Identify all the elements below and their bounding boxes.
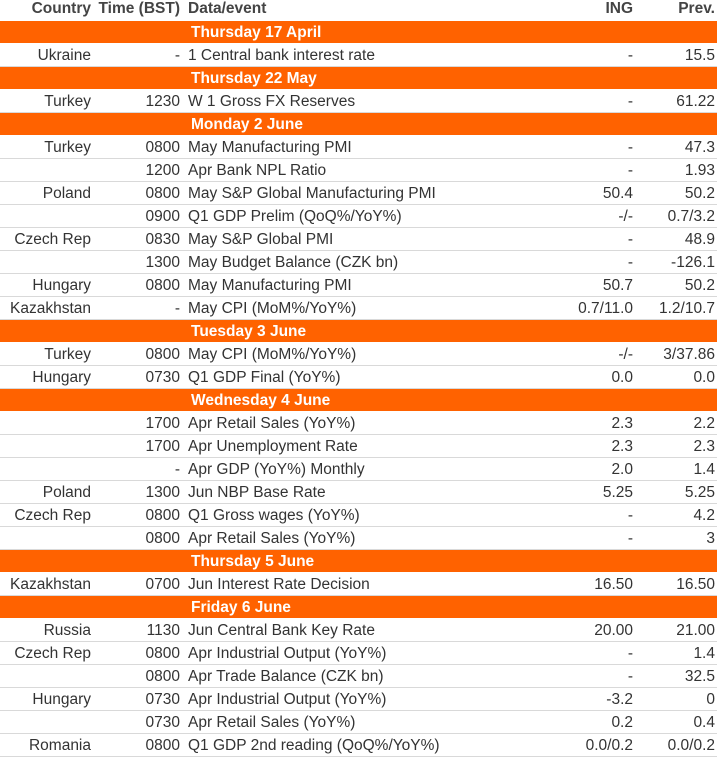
event-cell: Apr Retail Sales (YoY%) xyxy=(186,412,533,435)
prev-cell: 1.93 xyxy=(637,159,717,182)
date-header-row xyxy=(0,67,717,90)
date-header-row xyxy=(0,596,717,619)
prev-cell: 48.9 xyxy=(637,228,717,251)
event-cell: May Manufacturing PMI xyxy=(186,136,533,159)
time-cell: 0900 xyxy=(93,205,186,228)
header-prev: Prev. xyxy=(678,0,715,17)
event-cell: May Budget Balance (CZK bn) xyxy=(186,251,533,274)
date-header-row xyxy=(0,320,717,343)
ing-cell: 16.50 xyxy=(533,573,637,596)
country-cell xyxy=(0,711,93,734)
date-header: Friday 6 June xyxy=(0,596,717,619)
time-cell: 0800 xyxy=(93,343,186,366)
table-row xyxy=(0,182,717,205)
table-row xyxy=(0,205,717,228)
event-cell: May S&P Global PMI xyxy=(186,228,533,251)
table-header xyxy=(0,0,717,21)
prev-cell: 0.4 xyxy=(637,711,717,734)
prev-cell: 1.2/10.7 xyxy=(637,297,717,320)
date-header: Monday 2 June xyxy=(0,113,717,136)
ing-cell: - xyxy=(533,251,637,274)
prev-cell: 0.0/0.2 xyxy=(637,734,717,757)
prev-cell: 0.0 xyxy=(637,366,717,389)
table-row xyxy=(0,665,717,688)
event-cell: Q1 GDP Final (YoY%) xyxy=(186,366,533,389)
header-ing: ING xyxy=(605,0,633,17)
prev-cell: 50.2 xyxy=(637,274,717,297)
table-row xyxy=(0,297,717,320)
country-cell xyxy=(0,159,93,182)
country-cell: Turkey xyxy=(0,136,93,159)
country-cell: Ukraine xyxy=(0,44,93,67)
prev-cell: 5.25 xyxy=(637,481,717,504)
country-cell xyxy=(0,527,93,550)
table-row xyxy=(0,458,717,481)
prev-cell: 15.5 xyxy=(637,44,717,67)
event-cell: W 1 Gross FX Reserves xyxy=(186,90,533,113)
prev-cell: 47.3 xyxy=(637,136,717,159)
country-cell: Hungary xyxy=(0,366,93,389)
time-cell: 0730 xyxy=(93,366,186,389)
country-cell xyxy=(0,251,93,274)
event-cell: Jun NBP Base Rate xyxy=(186,481,533,504)
prev-cell: 3/37.86 xyxy=(637,343,717,366)
ing-cell: - xyxy=(533,228,637,251)
date-header: Tuesday 3 June xyxy=(0,320,717,343)
prev-cell: 3 xyxy=(637,527,717,550)
prev-cell: 4.2 xyxy=(637,504,717,527)
time-cell: 0800 xyxy=(93,642,186,665)
prev-cell: 50.2 xyxy=(637,182,717,205)
event-cell: Apr Industrial Output (YoY%) xyxy=(186,688,533,711)
event-cell: Q1 GDP Prelim (QoQ%/YoY%) xyxy=(186,205,533,228)
event-cell: Q1 Gross wages (YoY%) xyxy=(186,504,533,527)
time-cell: 0730 xyxy=(93,711,186,734)
table-row xyxy=(0,90,717,113)
header-country: Country xyxy=(31,0,91,17)
country-cell: Turkey xyxy=(0,343,93,366)
country-cell xyxy=(0,458,93,481)
time-cell: 0800 xyxy=(93,665,186,688)
event-cell: Apr Industrial Output (YoY%) xyxy=(186,642,533,665)
time-cell: 0730 xyxy=(93,688,186,711)
ing-cell: - xyxy=(533,136,637,159)
ing-cell: 0.0 xyxy=(533,366,637,389)
ing-cell: 50.7 xyxy=(533,274,637,297)
date-header: Thursday 17 April xyxy=(0,21,717,44)
table-row xyxy=(0,412,717,435)
event-cell: Apr Retail Sales (YoY%) xyxy=(186,527,533,550)
time-cell: 1700 xyxy=(93,435,186,458)
ing-cell: 2.3 xyxy=(533,412,637,435)
event-cell: Apr Bank NPL Ratio xyxy=(186,159,533,182)
ing-cell: - xyxy=(533,159,637,182)
country-cell xyxy=(0,665,93,688)
date-header-row xyxy=(0,21,717,44)
country-cell: Romania xyxy=(0,734,93,757)
table-row xyxy=(0,688,717,711)
country-cell xyxy=(0,435,93,458)
prev-cell: 2.2 xyxy=(637,412,717,435)
header-time: Time (BST) xyxy=(98,0,180,17)
event-cell: May S&P Global Manufacturing PMI xyxy=(186,182,533,205)
table-row xyxy=(0,481,717,504)
prev-cell: 32.5 xyxy=(637,665,717,688)
table-row xyxy=(0,44,717,67)
ing-cell: 20.00 xyxy=(533,619,637,642)
table-row xyxy=(0,711,717,734)
country-cell: Kazakhstan xyxy=(0,573,93,596)
event-cell: 1 Central bank interest rate xyxy=(186,44,533,67)
ing-cell: - xyxy=(533,504,637,527)
time-cell: 0800 xyxy=(93,182,186,205)
time-cell: 0800 xyxy=(93,527,186,550)
table-row xyxy=(0,573,717,596)
event-cell: Apr Retail Sales (YoY%) xyxy=(186,711,533,734)
table-row xyxy=(0,366,717,389)
country-cell: Czech Rep xyxy=(0,642,93,665)
time-cell: 0800 xyxy=(93,734,186,757)
table-row xyxy=(0,435,717,458)
country-cell: Hungary xyxy=(0,688,93,711)
ing-cell: 0.7/11.0 xyxy=(533,297,637,320)
ing-cell: -/- xyxy=(533,205,637,228)
time-cell: 1300 xyxy=(93,481,186,504)
ing-cell: - xyxy=(533,44,637,67)
table-row xyxy=(0,251,717,274)
header-row xyxy=(0,0,717,21)
country-cell: Turkey xyxy=(0,90,93,113)
country-cell: Russia xyxy=(0,619,93,642)
event-cell: May CPI (MoM%/YoY%) xyxy=(186,343,533,366)
country-cell: Kazakhstan xyxy=(0,297,93,320)
date-header-row xyxy=(0,113,717,136)
date-header-row xyxy=(0,389,717,412)
event-cell: Apr Trade Balance (CZK bn) xyxy=(186,665,533,688)
time-cell: 1200 xyxy=(93,159,186,182)
ing-cell: 50.4 xyxy=(533,182,637,205)
country-cell: Czech Rep xyxy=(0,504,93,527)
header-event: Data/event xyxy=(188,0,267,17)
time-cell: 0800 xyxy=(93,136,186,159)
table-row xyxy=(0,527,717,550)
table-row xyxy=(0,274,717,297)
country-cell: Hungary xyxy=(0,274,93,297)
date-header: Thursday 22 May xyxy=(0,67,717,90)
prev-cell: 16.50 xyxy=(637,573,717,596)
table-row xyxy=(0,619,717,642)
ing-cell: - xyxy=(533,665,637,688)
table-row xyxy=(0,159,717,182)
prev-cell: 0 xyxy=(637,688,717,711)
ing-cell: - xyxy=(533,642,637,665)
time-cell: - xyxy=(93,44,186,67)
event-cell: Q1 GDP 2nd reading (QoQ%/YoY%) xyxy=(186,734,533,757)
prev-cell: -126.1 xyxy=(637,251,717,274)
ing-cell: 5.25 xyxy=(533,481,637,504)
table-row xyxy=(0,642,717,665)
event-cell: May Manufacturing PMI xyxy=(186,274,533,297)
ing-cell: 2.0 xyxy=(533,458,637,481)
table-row xyxy=(0,228,717,251)
prev-cell: 0.7/3.2 xyxy=(637,205,717,228)
date-header-row xyxy=(0,550,717,573)
table-body xyxy=(0,21,717,757)
event-cell: Jun Central Bank Key Rate xyxy=(186,619,533,642)
country-cell xyxy=(0,412,93,435)
ing-cell: 2.3 xyxy=(533,435,637,458)
ing-cell: -/- xyxy=(533,343,637,366)
time-cell: 0800 xyxy=(93,504,186,527)
table-row xyxy=(0,734,717,757)
event-cell: Apr GDP (YoY%) Monthly xyxy=(186,458,533,481)
time-cell: - xyxy=(93,458,186,481)
event-cell: May CPI (MoM%/YoY%) xyxy=(186,297,533,320)
time-cell: - xyxy=(93,297,186,320)
prev-cell: 1.4 xyxy=(637,458,717,481)
time-cell: 1300 xyxy=(93,251,186,274)
prev-cell: 21.00 xyxy=(637,619,717,642)
ing-cell: -3.2 xyxy=(533,688,637,711)
table-row xyxy=(0,504,717,527)
ing-cell: 0.0/0.2 xyxy=(533,734,637,757)
country-cell: Czech Rep xyxy=(0,228,93,251)
ing-cell: - xyxy=(533,90,637,113)
date-header: Wednesday 4 June xyxy=(0,389,717,412)
prev-cell: 2.3 xyxy=(637,435,717,458)
ing-cell: 0.2 xyxy=(533,711,637,734)
time-cell: 0700 xyxy=(93,573,186,596)
date-header: Thursday 5 June xyxy=(0,550,717,573)
prev-cell: 1.4 xyxy=(637,642,717,665)
time-cell: 1130 xyxy=(93,619,186,642)
time-cell: 1700 xyxy=(93,412,186,435)
prev-cell: 61.22 xyxy=(637,90,717,113)
country-cell: Poland xyxy=(0,182,93,205)
ing-cell: - xyxy=(533,527,637,550)
country-cell xyxy=(0,205,93,228)
time-cell: 1230 xyxy=(93,90,186,113)
table-row xyxy=(0,343,717,366)
time-cell: 0830 xyxy=(93,228,186,251)
event-cell: Apr Unemployment Rate xyxy=(186,435,533,458)
country-cell: Poland xyxy=(0,481,93,504)
event-cell: Jun Interest Rate Decision xyxy=(186,573,533,596)
time-cell: 0800 xyxy=(93,274,186,297)
table-row xyxy=(0,136,717,159)
